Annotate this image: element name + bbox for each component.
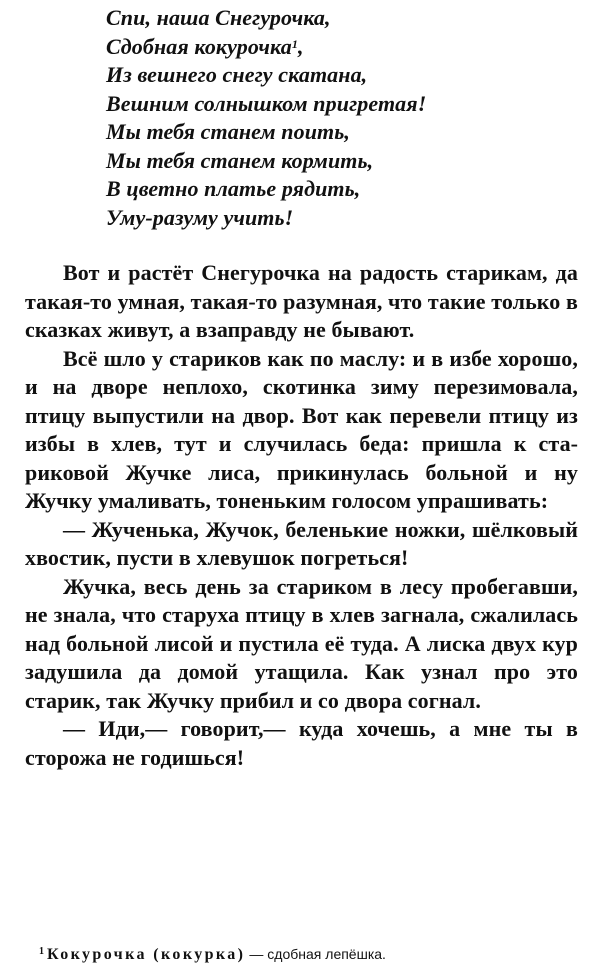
paragraph: — Жученька, Жучок, беленькие ножки, шёлковый хвостик, пусти в хлевушок погреться!	[25, 516, 578, 570]
poem-line: Спи, наша Снегурочка,	[106, 5, 331, 30]
poem-line: Сдобная кокурочка$^1$,	[106, 33, 304, 59]
poem-line: Вешним солнышком пригретая!	[106, 90, 427, 116]
poem-line: Мы тебя станем кормить,	[106, 147, 374, 173]
footnote	[25, 944, 578, 965]
footnote-mark: 1	[39, 946, 44, 957]
footnote-reference[interactable]: 1	[291, 36, 298, 51]
poem-line: Мы тебя станем поить,	[106, 119, 351, 144]
prose-text	[25, 259, 578, 772]
paragraph: Всё шло у стариков как по маслу: и в избе хорошо, и на дворе неплохо, скотинка зиму перезимовала, птицу выпустили на двор. Вот как перевели птицу из избы в хлев, тут и случилась беда: пришла к стариковой Жучке лиса, прикинулась больной и ну Жучку умаливать, тоненьким голосом упрашивать:	[25, 345, 578, 513]
footnote-term: Кокурочка (кокурка)	[47, 946, 246, 963]
paragraph: Жучка, весь день за стариком в лесу пробегавши, не знала, что старуха птицу в хлев загнала, сжалилась над больной лисой и пустила её туда. А лиска двух кур задушила да домой утащила. Как узнал про это старик, так Жучку прибил и со двора согнал.	[25, 573, 578, 713]
paragraph: Вот и растёт Снегурочка на радость старикам, да такая-то умная, такая-то разумная, что такие только в сказках живут, а взаправду не бывают.	[25, 260, 578, 342]
poem-stanza	[106, 4, 576, 232]
poem-line: В цветно платье рядить,	[106, 176, 361, 201]
poem-line: Из вешнего снегу скатана,	[106, 62, 368, 87]
poem-line: Уму-разуму учить!	[106, 204, 294, 230]
paragraph: — Иди,— говорит,— куда хочешь, а мне ты в сторожа не годишься!	[25, 716, 578, 770]
footnote-definition: — сдобная лепёшка.	[249, 946, 386, 962]
